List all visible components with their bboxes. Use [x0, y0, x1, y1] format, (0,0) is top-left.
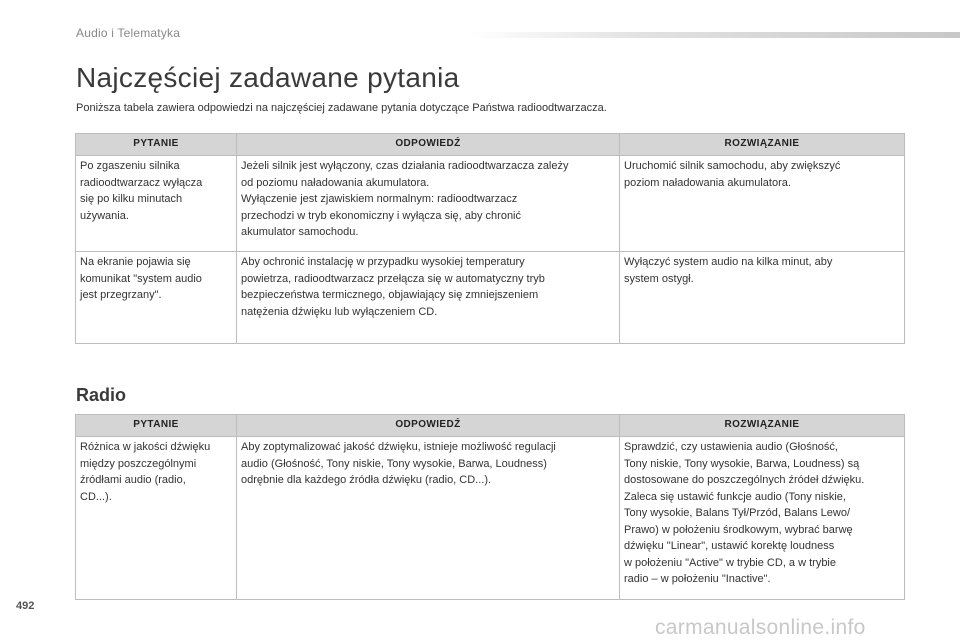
page-title: Najczęściej zadawane pytania	[76, 62, 460, 93]
question-cell: Po zgaszeniu silnika radioodtwarzacz wyłącza się po kilku minutach używania.	[76, 156, 237, 252]
column-header-answer: ODPOWIEDŹ	[237, 415, 620, 437]
solution-cell: Uruchomić silnik samochodu, aby zwiększyć poziom naładowania akumulatora.	[620, 156, 905, 252]
table-row	[76, 156, 905, 252]
column-header-answer: ODPOWIEDŹ	[237, 134, 620, 156]
faq-table-general	[75, 133, 905, 344]
solution-cell: Sprawdzić, czy ustawienia audio (Głośność, Tony niskie, Tony wysokie, Barwa, Loudness) są dostosowane do poszczególnych źródeł dźwięku. Zaleca się ustawić funkcje audio (Tony niskie, Tony wysokie, Balans Tył/Przód, Balans Lewo/ Prawo) w położeniu środkowym, wybrać barwę dźwięku "Linear", ustawić korektę loudness w położeniu "Active" w trybie CD, a w trybie radio – w położeniu "Inactive".	[620, 437, 905, 600]
column-header-solution: ROZWIĄZANIE	[620, 134, 905, 156]
table-row	[76, 252, 905, 344]
answer-cell: Jeżeli silnik jest wyłączony, czas działania radioodtwarzacza zależy od poziomu naładowania akumulatora. Wyłączenie jest zjawiskiem normalnym: radioodtwarzacz przechodzi w tryb ekonomiczny i wyłącza się, aby chronić akumulator samochodu.	[237, 156, 620, 252]
column-header-solution: ROZWIĄZANIE	[620, 415, 905, 437]
question-cell: Na ekranie pojawia się komunikat "system audio jest przegrzany".	[76, 252, 237, 344]
column-header-question: PYTANIE	[76, 415, 237, 437]
header-gradient-bar	[470, 32, 960, 38]
answer-cell: Aby ochronić instalację w przypadku wysokiej temperatury powietrza, radioodtwarzacz przełącza się w automatyczny tryb bezpieczeństwa termicznego, objawiający się zmniejszeniem natężenia dźwięku lub wyłączeniem CD.	[237, 252, 620, 344]
radio-section-heading: Radio	[76, 385, 127, 405]
page-number: 492	[16, 600, 35, 612]
section-header: Audio i Telematyka	[76, 26, 181, 40]
solution-cell: Wyłączyć system audio na kilka minut, aby system ostygł.	[620, 252, 905, 344]
question-cell: Różnica w jakości dźwięku między poszczególnymi źródłami audio (radio, CD...).	[76, 437, 237, 600]
column-header-question: PYTANIE	[76, 134, 237, 156]
watermark: carmanualsonline.info	[655, 616, 866, 639]
table-header-row	[76, 134, 905, 156]
faq-table-radio	[75, 414, 905, 600]
answer-cell: Aby zoptymalizować jakość dźwięku, istnieje możliwość regulacji audio (Głośność, Tony niskie, Tony wysokie, Barwa, Loudness) odrębnie dla każdego źródła dźwięku (radio, CD...).	[237, 437, 620, 600]
table-header-row	[76, 415, 905, 437]
intro-text: Poniższa tabela zawiera odpowiedzi na najczęściej zadawane pytania dotyczące Państwa radioodtwarzacza.	[76, 102, 607, 114]
table-row	[76, 437, 905, 600]
